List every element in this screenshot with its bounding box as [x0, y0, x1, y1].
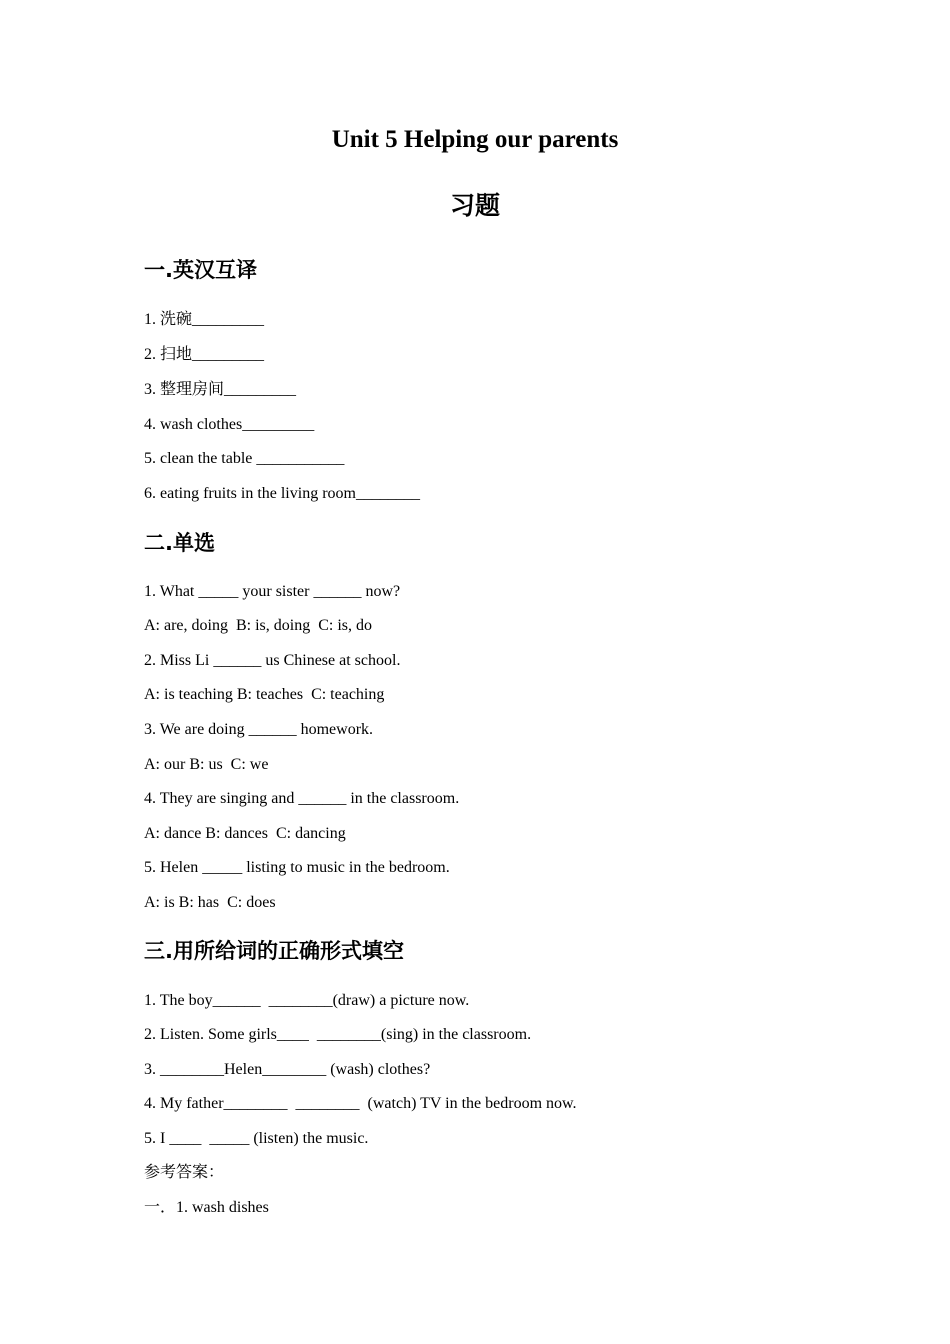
translation-item: 1. 洗碗_________: [144, 311, 265, 328]
section-heading-multiple-choice: 二.单选: [144, 531, 215, 555]
answer-key-label: 参考答案：: [144, 1164, 225, 1181]
fill-in-item: 4. My father________ ________ (watch) TV in the bedroom now.: [144, 1095, 577, 1112]
section-heading-fill-in: 三.用所给词的正确形式填空: [144, 939, 404, 963]
page-subtitle: 习题: [449, 191, 500, 220]
fill-in-item: 1. The boy______ ________(draw) a picture now.: [144, 992, 470, 1009]
question-line: 3. We are doing ______ homework.: [144, 721, 374, 738]
options-line: A: our B: us C: we: [144, 756, 269, 773]
question-line: 2. Miss Li ______ us Chinese at school.: [144, 652, 401, 669]
translation-item: 6. eating fruits in the living room________: [144, 485, 420, 502]
fill-in-item: 5. I ____ _____ (listen) the music.: [144, 1130, 369, 1147]
options-line: A: dance B: dances C: dancing: [144, 825, 346, 842]
section-heading-translation: 一.英汉互译: [144, 258, 257, 282]
page-title: Unit 5 Helping our parents: [331, 126, 619, 153]
fill-in-item: 2. Listen. Some girls____ ________(sing) in the classroom.: [144, 1026, 532, 1043]
question-line: 1. What _____ your sister ______ now?: [144, 583, 401, 600]
options-line: A: is teaching B: teaches C: teaching: [144, 686, 385, 703]
options-line: A: are, doing B: is, doing C: is, do: [144, 617, 372, 634]
options-line: A: is B: has C: does: [144, 894, 276, 911]
question-line: 4. They are singing and ______ in the classroom.: [144, 790, 460, 807]
translation-item: 2. 扫地_________: [144, 346, 265, 363]
fill-in-item: 3. ________Helen________ (wash) clothes?: [144, 1061, 431, 1078]
translation-item: 3. 整理房间_________: [144, 381, 297, 398]
question-line: 5. Helen _____ listing to music in the bedroom.: [144, 859, 450, 876]
translation-item: 5. clean the table ___________: [144, 450, 345, 467]
answer-line: 一．1. wash dishes: [144, 1199, 269, 1216]
translation-item: 4. wash clothes_________: [144, 416, 315, 433]
